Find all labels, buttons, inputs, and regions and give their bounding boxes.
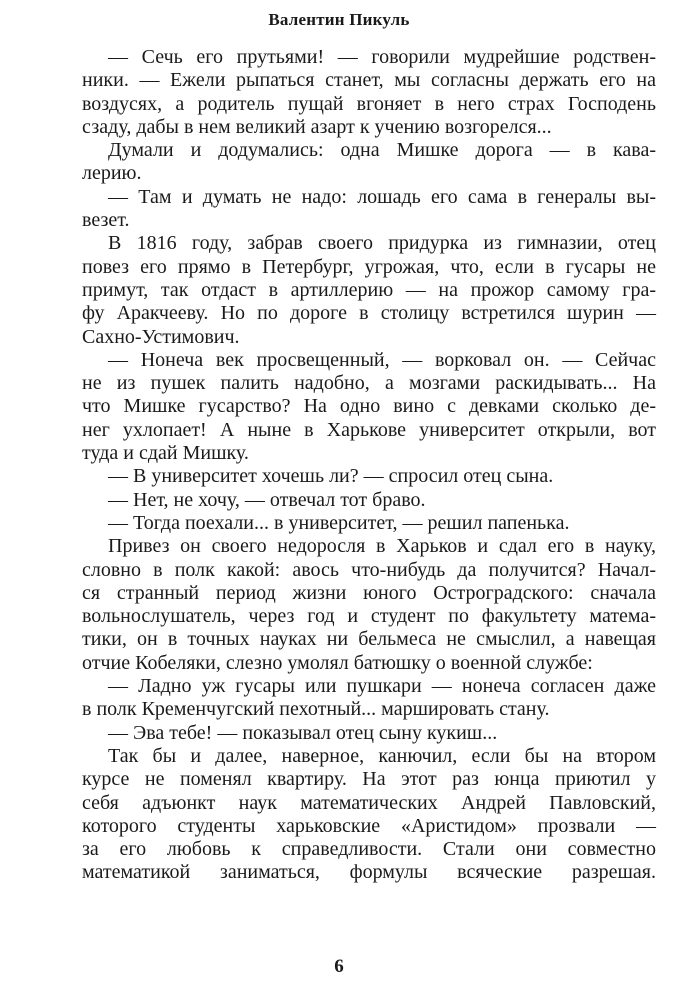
text-line: ники. — Ежели рыпаться станет, мы согласны держать его на — [82, 69, 656, 92]
paragraph — [82, 349, 656, 465]
page-number: 6 — [334, 956, 344, 977]
text-line: словно в полк какой: авось что-нибудь да получится? Начал- — [82, 558, 656, 581]
paragraph — [82, 745, 656, 885]
text-line: примут, так отдаст в артиллерию — на прожор самому гра- — [82, 278, 656, 301]
text-line: Думали и додумались: одна Мишке дорога — в кава- — [108, 139, 656, 162]
text-line: за его любовь к справедливости. Стали они совместно — [82, 838, 656, 861]
text-line: — Ладно уж гусары или пушкари — нонеча согласен даже — [108, 675, 656, 698]
text-line: Сахно-Устимович. — [82, 325, 240, 348]
text-line: лерию. — [82, 162, 142, 185]
text-line: себя адъюнкт наук математических Андрей Павловский, — [82, 791, 656, 814]
text-line: фу Аракчееву. Но по дороге в столицу встретился шурин — — [82, 302, 656, 325]
text-line: — Нет, не хочу, — отвечал тот браво. — [108, 488, 426, 511]
text-line: отчие Кобеляки, слезно умолял батюшку о военной службе: — [82, 651, 593, 674]
text-line: математикой заниматься, формулы всяческие разрешая. — [82, 861, 656, 884]
paragraph — [82, 232, 656, 348]
text-line: — Тогда поехали... в университет, — решил папенька. — [108, 511, 570, 534]
running-header-author: Валентин Пикуль — [268, 10, 410, 29]
text-line: везет. — [82, 209, 130, 232]
text-line: туда и сдай Мишку. — [82, 442, 249, 465]
text-line: что Мишке гусарство? На одно вино с девками сколько де- — [82, 395, 656, 418]
text-line: — Там и думать не надо: лошадь его сама в генералы вы- — [108, 185, 656, 208]
text-line: — Сечь его прутьями! — говорили мудрейшие родствен- — [108, 46, 656, 68]
text-line: которого студенты харьковские «Аристидом» прозвали — — [82, 814, 656, 837]
text-line: — Эва тебе! — показывал отец сыну кукиш... — [108, 721, 498, 744]
text-line: Так бы и далее, наверное, канючил, если бы на втором — [108, 744, 656, 767]
text-line: не из пушек палить надобно, а мозгами раскидывать... На — [82, 372, 656, 395]
body-text — [82, 46, 656, 885]
paragraph — [82, 722, 656, 745]
text-line: сзаду, дабы в нем великий азарт к учению возгорелся... — [82, 115, 552, 138]
paragraph — [82, 535, 656, 675]
text-line: курсе не поменял квартиру. На этот раз юнца приютил у — [82, 768, 656, 791]
text-line: Привез он своего недоросля в Харьков и сдал его в науку, — [108, 535, 656, 558]
paragraph — [82, 186, 656, 233]
text-line: ся странный период жизни юного Остроградского: сначала — [82, 581, 656, 604]
paragraph — [82, 512, 656, 535]
text-line: воздусях, а родитель пущай вгоняет в него страх Господень — [82, 92, 656, 115]
text-line: нег ухлопает! А ныне в Харькове университет открыли, вот — [82, 418, 656, 441]
paragraph — [82, 465, 656, 488]
text-line: В 1816 году, забрав своего придурка из гимназии, отец — [108, 232, 656, 255]
text-line: в полк Кременчугский пехотный... маршировать стану. — [82, 698, 550, 721]
text-line: повез его прямо в Петербург, угрожая, что, если в гусары не — [82, 255, 656, 278]
paragraph — [82, 46, 656, 139]
text-line: тики, он в точных науках ни бельмеса не смыслил, а навещая — [82, 628, 656, 651]
paragraph — [82, 139, 656, 186]
text-line: — Нонеча век просвещенный, — ворковал он. — Сейчас — [108, 348, 656, 371]
paragraph — [82, 489, 656, 512]
text-line: вольнослушатель, через год и студент по факультету матема- — [82, 605, 656, 628]
text-line: — В университет хочешь ли? — спросил отец сына. — [108, 465, 554, 488]
paragraph — [82, 675, 656, 722]
